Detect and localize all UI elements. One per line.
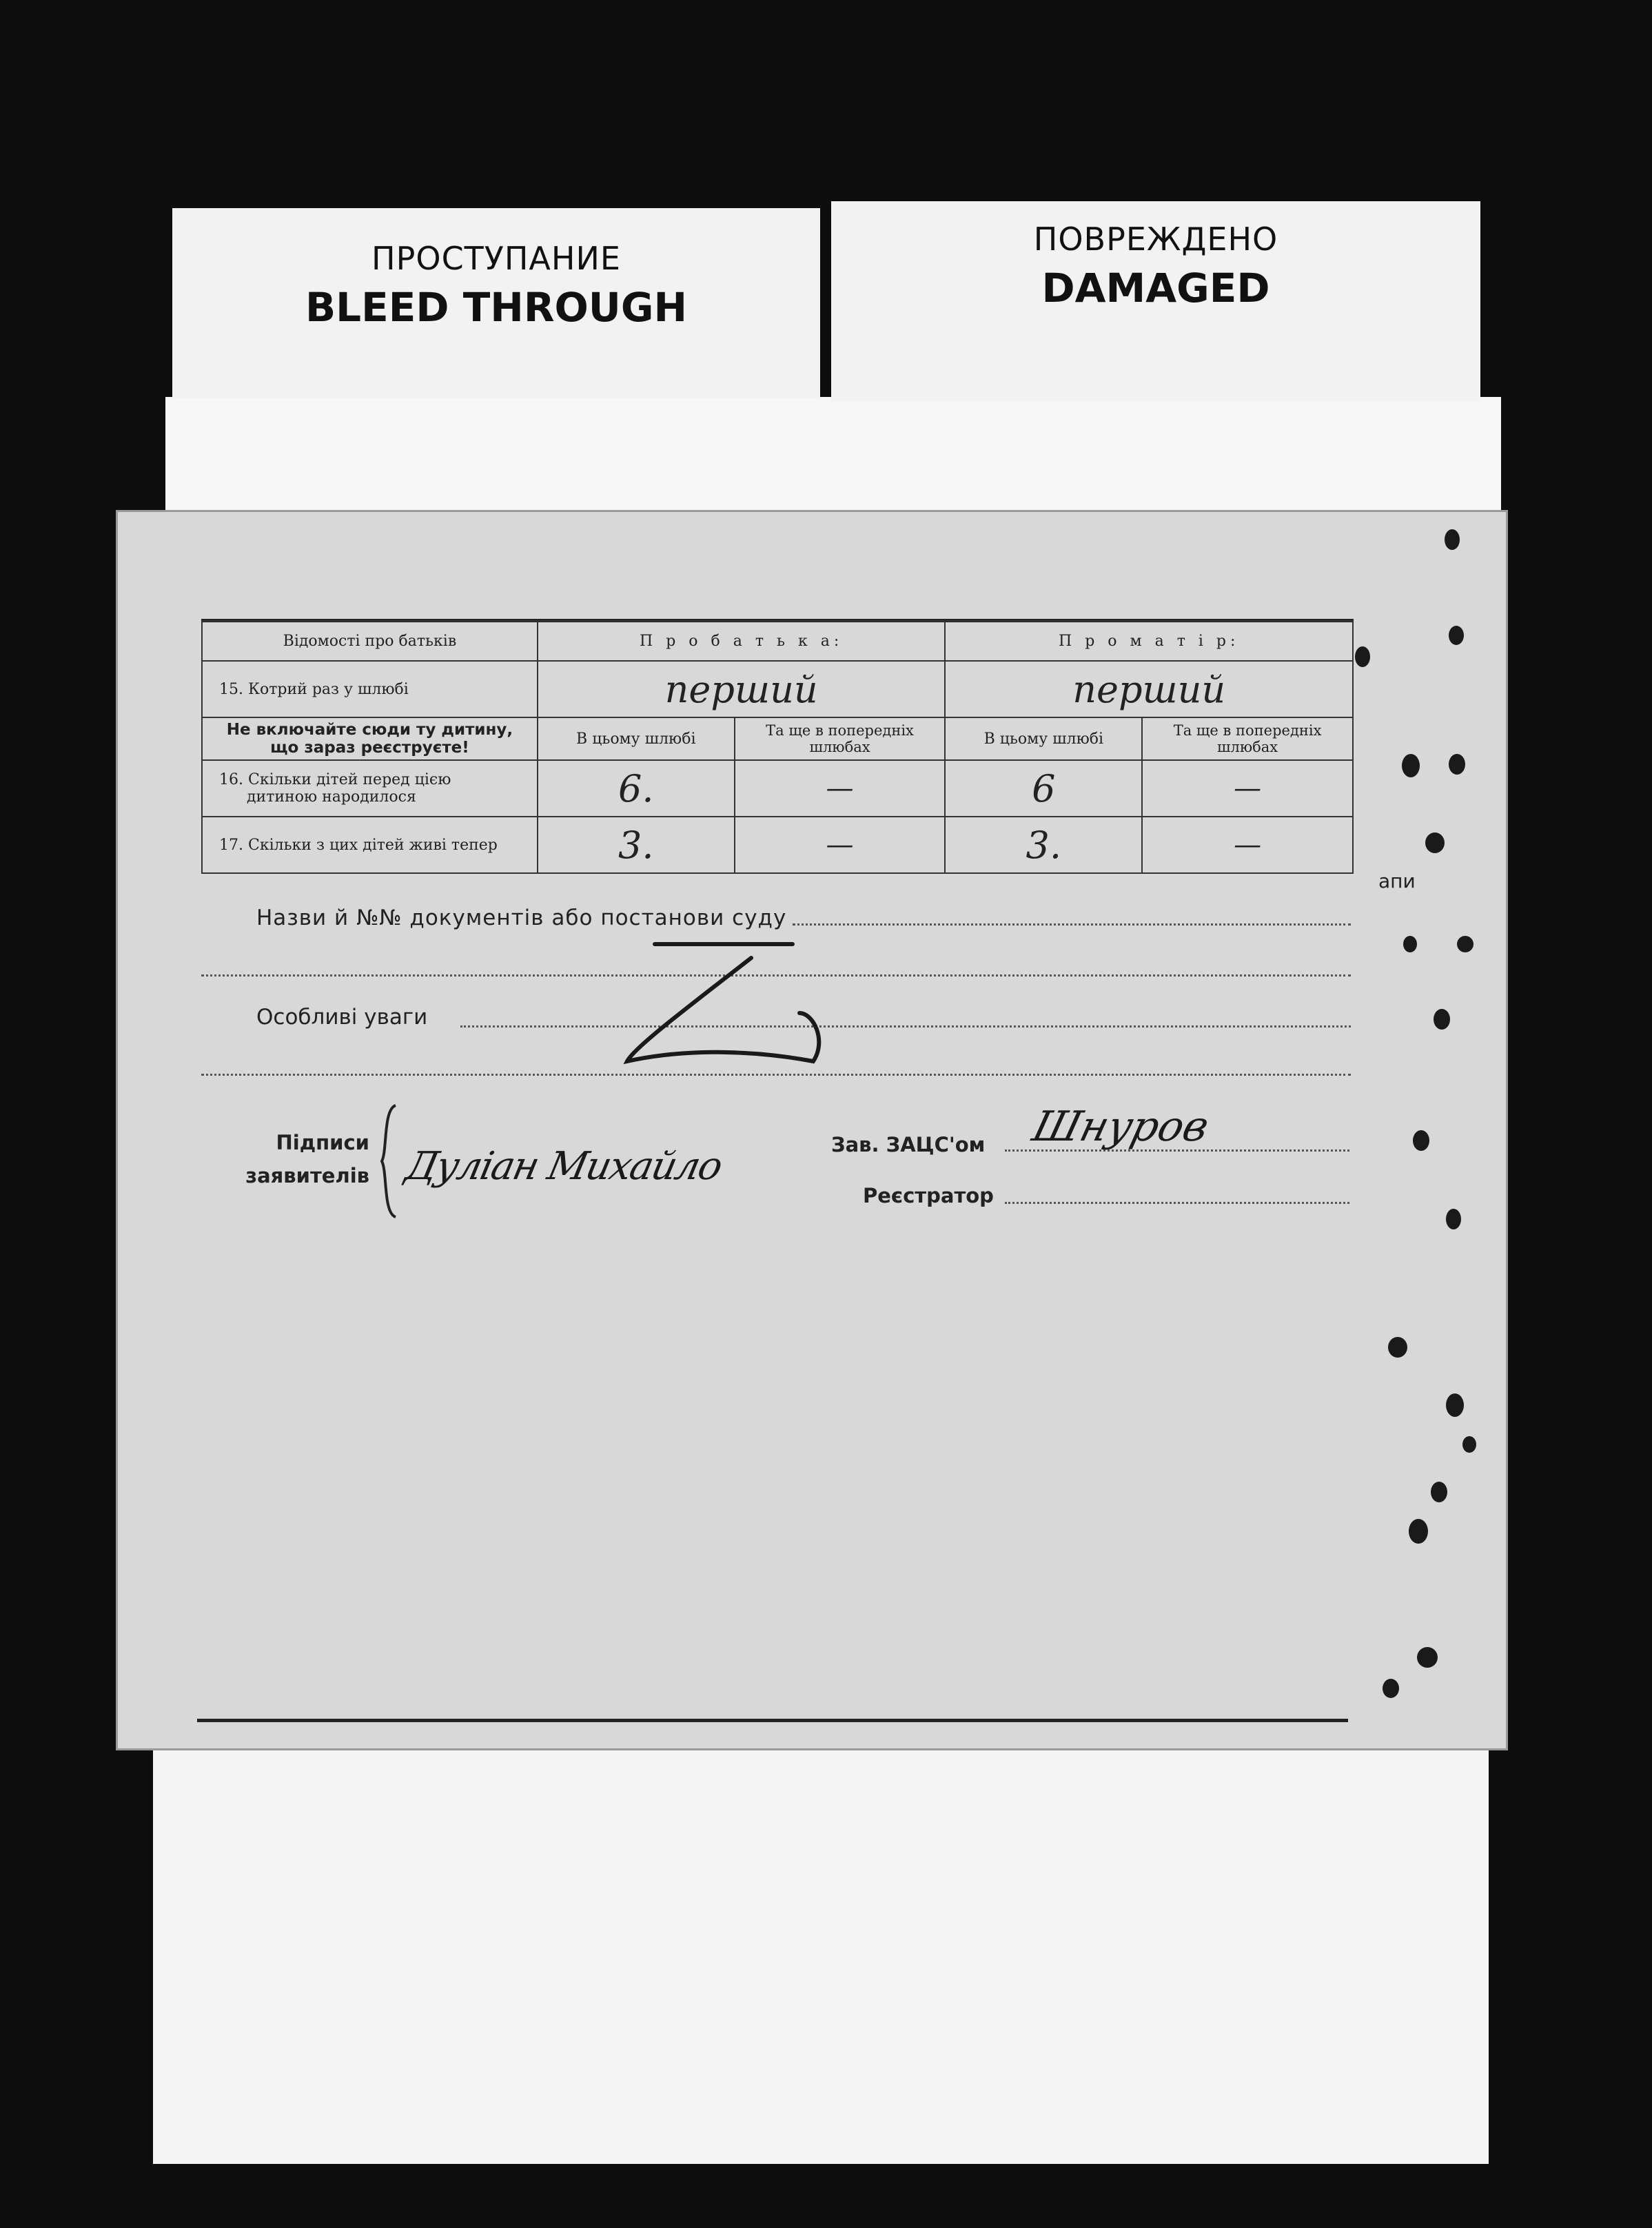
damage-hole [1409, 1519, 1428, 1544]
damaged-tag [831, 201, 1480, 401]
row15-label: 15. Котрий раз у шлюбі [202, 661, 538, 717]
note-exclude-child [202, 717, 538, 760]
notes-leader-1 [460, 1025, 1351, 1028]
row17-father-this: 3. [538, 817, 735, 873]
documents-label: Назви й №№ документів або постанови суду [256, 906, 787, 930]
bleed-through-tag [172, 208, 820, 398]
row-15 [202, 661, 1353, 717]
sub-father-this: В цьому шлюбі [538, 717, 735, 760]
back-sheet-lower [153, 1709, 1489, 2164]
row17-mother-this: 3. [945, 817, 1142, 873]
row16-label-line2: дитиною народилося [247, 788, 416, 806]
row17-father-prev: — [735, 817, 946, 873]
damage-hole [1355, 646, 1370, 667]
bleed-through-tag-ru: ПРОСТУПАНИЕ [371, 240, 621, 277]
row17-mother-prev: — [1142, 817, 1353, 873]
row16-mother-this: 6 [945, 760, 1142, 817]
damage-hole [1445, 529, 1460, 550]
damage-hole [1431, 1482, 1447, 1502]
row16-father-this: 6. [538, 760, 735, 817]
bleed-through-tag-en: BLEED THROUGH [305, 284, 688, 331]
damage-hole [1457, 936, 1473, 952]
header-parents-info: Відомості про батьків [202, 621, 538, 661]
header-father: П р о б а т ь к а: [538, 621, 946, 661]
registrar-leader [1005, 1202, 1349, 1204]
damaged-tag-en: DAMAGED [1041, 265, 1270, 311]
damage-hole [1413, 1130, 1429, 1151]
damage-hole [1388, 1337, 1407, 1358]
damage-hole [1383, 1679, 1399, 1698]
bottom-rule [197, 1719, 1348, 1722]
sub-mother-this: В цьому шлюбі [945, 717, 1142, 760]
parents-info-table [201, 620, 1354, 874]
damage-hole [1417, 1647, 1438, 1668]
row15-father-value: перший [538, 661, 946, 717]
row16-label [202, 760, 538, 817]
signatures-label-line1: Підписи [276, 1131, 369, 1154]
damage-hole [1402, 754, 1420, 777]
signatures-label-line2: заявителів [245, 1164, 369, 1187]
documents-leader-1 [793, 923, 1351, 926]
row-16 [202, 760, 1353, 817]
subheader-row [202, 717, 1353, 760]
damage-hole [1449, 754, 1465, 775]
applicant-signature: Дуліан Михайло [402, 1144, 726, 1189]
head-signature: Шнуров [1028, 1103, 1214, 1151]
damage-hole [1403, 936, 1417, 952]
note-line-1: Не включайте сюди ту дитину, [226, 721, 513, 739]
row17-label: 17. Скільки з цих дітей живі тепер [202, 817, 538, 873]
damage-hole [1449, 626, 1464, 645]
head-of-registry-label: Зав. ЗАЦС'ом [831, 1133, 986, 1156]
notes-label: Особливі уваги [256, 1005, 428, 1030]
z-cancellation-mark [606, 930, 868, 1082]
sub-father-prev: Та ще в попередніх шлюбах [735, 717, 946, 760]
row-17 [202, 817, 1353, 873]
header-mother: П р о м а т і р: [945, 621, 1353, 661]
row16-father-prev: — [735, 760, 946, 817]
row15-mother-value: перший [945, 661, 1353, 717]
damage-hole [1425, 832, 1445, 853]
margin-fragment-text: апи [1378, 870, 1416, 892]
damage-hole [1446, 1393, 1464, 1417]
note-line-2: що зараз реєструєте! [270, 739, 469, 757]
damage-hole [1446, 1209, 1461, 1229]
sub-mother-prev: Та ще в попередніх шлюбах [1142, 717, 1353, 760]
signatures-label [245, 1126, 369, 1192]
signatures-brace-icon [378, 1103, 398, 1220]
damage-hole [1434, 1009, 1450, 1030]
damage-hole [1462, 1436, 1476, 1453]
row16-mother-prev: — [1142, 760, 1353, 817]
damaged-tag-ru: ПОВРЕЖДЕНО [1033, 221, 1278, 258]
registrar-label: Реєстратор [863, 1184, 994, 1207]
row16-label-line1: 16. Скільки дітей перед цією [219, 771, 451, 788]
table-header-row [202, 621, 1353, 661]
